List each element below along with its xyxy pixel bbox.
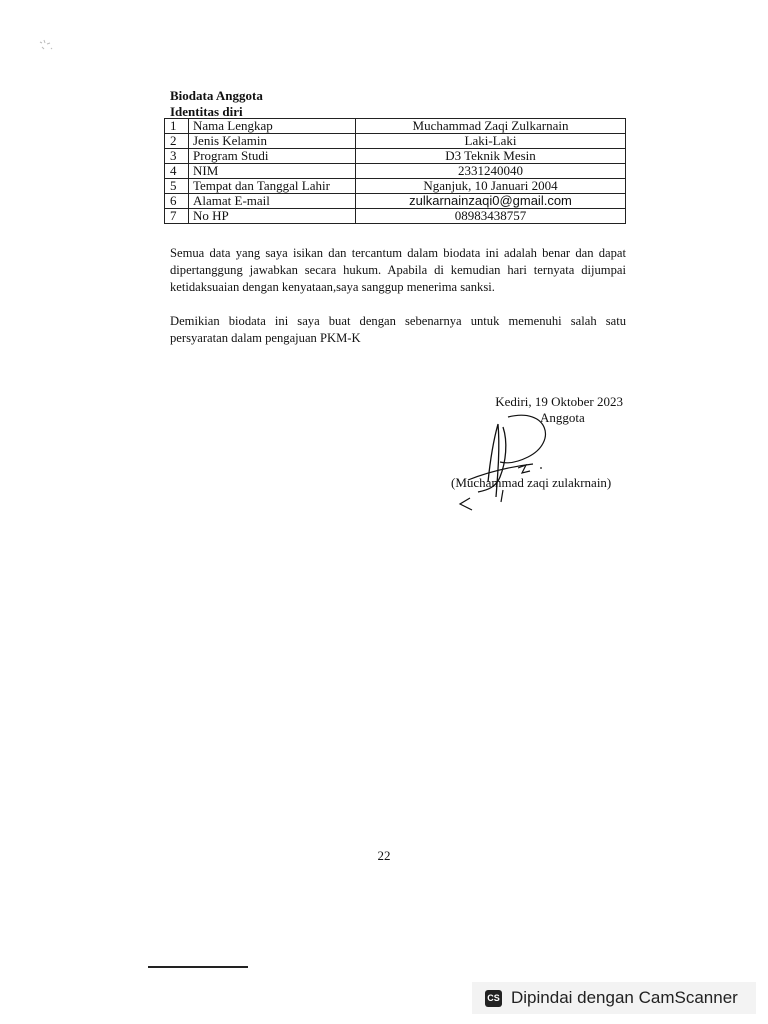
- row-value: Nganjuk, 10 Januari 2004: [356, 179, 626, 194]
- statement-paragraph-2: Demikian biodata ini saya buat dengan sebenarnya untuk memenuhi salah satu persyaratan dalam pengajuan PKM-K: [170, 314, 626, 345]
- row-value: Laki-Laki: [356, 134, 626, 149]
- handwritten-signature: [448, 402, 558, 512]
- row-label: Tempat dan Tanggal Lahir: [189, 179, 356, 194]
- row-label: No HP: [189, 209, 356, 224]
- statement-paragraph-1: Semua data yang saya isikan dan tercantum dalam biodata ini adalah benar dan dapat dipertanggung jawabkan secara hukum. Apabila di kemudian hari ternyata dijumpai ketidaksuaian dengan kenyataan,saya sanggup menerima sanksi.: [170, 246, 626, 294]
- row-label: Jenis Kelamin: [189, 134, 356, 149]
- row-label: Alamat E-mail: [189, 194, 356, 209]
- row-number: 7: [165, 209, 189, 224]
- row-label: Nama Lengkap: [189, 119, 356, 134]
- document-title: Biodata Anggota: [170, 88, 263, 103]
- row-value: zulkarnainzaqi0@gmail.com: [356, 194, 626, 209]
- scan-edge-mark: [148, 966, 248, 968]
- row-value: D3 Teknik Mesin: [356, 149, 626, 164]
- scanner-label: Dipindai dengan CamScanner: [511, 988, 738, 1007]
- camscanner-watermark: [472, 982, 756, 1014]
- section-title: Identitas diri: [170, 104, 243, 119]
- row-number: 1: [165, 119, 189, 134]
- place-date: Kediri, 19 Oktober 2023: [495, 394, 623, 409]
- row-value: 2331240040: [356, 164, 626, 179]
- table-row: [165, 119, 626, 134]
- table-row: [165, 209, 626, 224]
- signer-name: (Muchammad zaqi zulakrnain): [451, 475, 612, 490]
- row-number: 2: [165, 134, 189, 149]
- row-number: 6: [165, 194, 189, 209]
- row-label: NIM: [189, 164, 356, 179]
- row-label: Program Studi: [189, 149, 356, 164]
- camscanner-logo-icon: CS: [485, 990, 502, 1007]
- identity-table: [164, 118, 626, 224]
- page-number: 22: [377, 848, 391, 863]
- table-row: [165, 149, 626, 164]
- row-number: 4: [165, 164, 189, 179]
- table-row: [165, 194, 626, 209]
- row-number: 3: [165, 149, 189, 164]
- table-row: [165, 134, 626, 149]
- row-value: Muchammad Zaqi Zulkarnain: [356, 119, 626, 134]
- row-number: 5: [165, 179, 189, 194]
- signer-role: Anggota: [540, 410, 585, 425]
- scan-smudge: [36, 36, 66, 54]
- table-row: [165, 179, 626, 194]
- table-row: [165, 164, 626, 179]
- row-value: 08983438757: [356, 209, 626, 224]
